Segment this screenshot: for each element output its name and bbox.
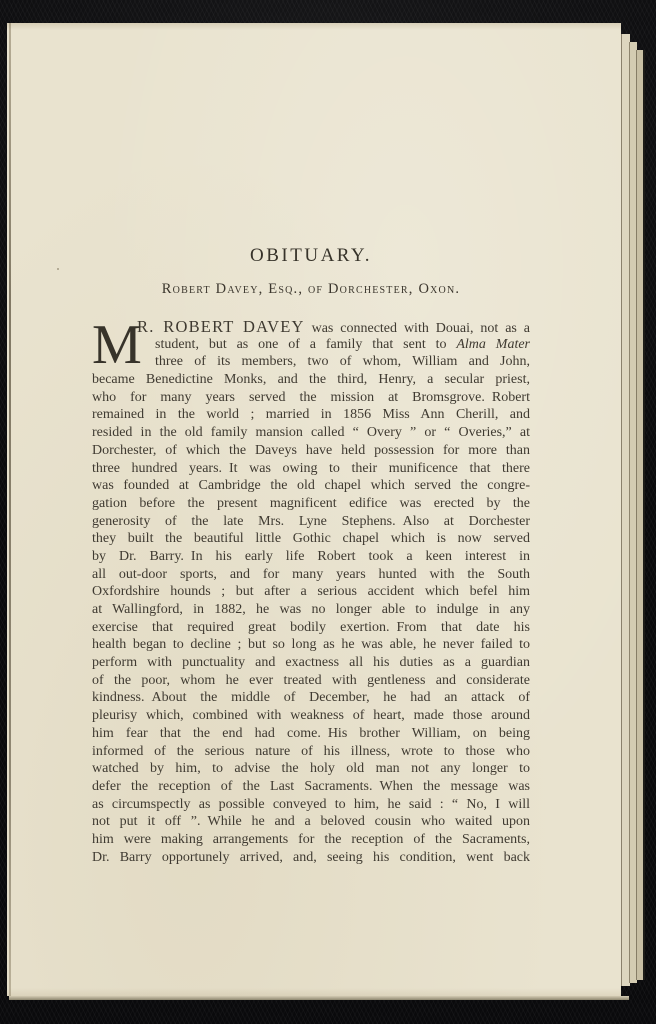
body-line (92, 689, 530, 707)
fore-edge-page-3 (636, 50, 645, 980)
body-line (92, 760, 530, 778)
body-line (92, 495, 530, 513)
body-line-segment: perform with punctuality and exactness all his duties as a guardian (92, 655, 530, 671)
body-line (92, 743, 530, 761)
body-line-segment: became Benedictine Monks, and the third, Henry, a secular priest, (92, 372, 530, 388)
dust-speck (57, 268, 59, 270)
drop-cap: M (92, 314, 142, 376)
body-line (92, 460, 530, 478)
body-line (92, 530, 530, 548)
body-line-segment: three hundred years. It was owing to their munificence that there (92, 460, 530, 476)
body-line-segment: him fear that the end had come. His brother William, on being (92, 725, 530, 741)
body-line (92, 813, 530, 831)
body-line (92, 707, 530, 725)
body-line-segment: was connected with Douai, not as a (304, 321, 530, 336)
body-line-segment: resided in the old family mansion called “ Overy ” or “ Overies,” at (92, 425, 530, 441)
body-line-segment: him were making arrangements for the reception of the Sacraments, (92, 831, 530, 847)
book-page (7, 23, 621, 996)
body-line (92, 548, 530, 566)
bottom-page-edge (9, 996, 629, 1000)
body-line (92, 513, 530, 531)
body-line-segment: defer the reception of the Last Sacraments. When the message was (92, 778, 530, 794)
body-line-segment: Oxfordshire hounds ; but after a serious accident which befel him (92, 584, 530, 600)
body-line (92, 389, 530, 407)
body-line (92, 424, 530, 442)
body-line (92, 601, 530, 619)
body-line-segment: as circumspectly as possible conveyed to him, he said : “ No, I will (92, 796, 530, 812)
body-line-segment: by Dr. Barry. In his early life Robert took a keen interest in (92, 548, 530, 564)
body-line-segment: of the poor, whom he ever treated with gentleness and considerate (92, 672, 530, 688)
body-line-segment: three of its members, two of whom, William and John, (155, 354, 530, 370)
body-line (92, 849, 530, 867)
body-line-segment: they built the beautiful little Gothic chapel which is now served (92, 531, 530, 547)
body-line (92, 371, 530, 389)
body-line (92, 672, 530, 690)
page-title: OBITUARY. (250, 245, 372, 266)
body-line (92, 636, 530, 654)
body-line-segment: student, but as one of a family that sent to (155, 336, 457, 352)
body-text (92, 314, 530, 866)
body-line-segment: exercise that required great bodily exertion. From that date his (92, 619, 530, 635)
body-line-segment: pleurisy which, combined with weakness of heart, made those around (92, 708, 530, 724)
page-gutter-shadow (9, 23, 11, 996)
body-line (92, 619, 530, 637)
body-line (92, 353, 530, 371)
body-line-segment: health began to decline ; but so long as he was able, he never failed to (92, 637, 530, 653)
body-line (92, 336, 530, 354)
body-line (92, 566, 530, 584)
body-line-segment: generosity of the late Mrs. Lyne Stephens. Also at Dorchester (92, 513, 530, 529)
body-line-segment: who for many years served the mission at Bromsgrove. Robert (92, 389, 530, 405)
body-line (92, 654, 530, 672)
page-subtitle: Robert Davey, Esq., of Dorchester, Oxon. (161, 281, 461, 297)
body-line (92, 442, 530, 460)
body-line-segment: at Wallingford, in 1882, he was no longer able to indulge in any (92, 602, 530, 617)
body-line-segment: Dr. Barry opportunely arrived, and, seeing his condition, went back (92, 849, 530, 865)
body-line-segment: informed of the serious nature of his illness, wrote to those who (92, 743, 530, 759)
body-line (92, 583, 530, 601)
obituary-paragraph (92, 314, 530, 866)
body-line-segment: R. ROBERT DAVEY (137, 318, 305, 336)
page-content (92, 246, 530, 866)
body-line (92, 778, 530, 796)
body-line (92, 477, 530, 495)
body-line-segment: was founded at Cambridge the old chapel which served the congre- (92, 478, 530, 494)
body-line-segment: remained in the world ; married in 1856 Miss Ann Cherill, and (92, 407, 530, 423)
body-line-segment: Dorchester, of which the Daveys have held possession for more than (92, 442, 530, 458)
body-line (92, 831, 530, 849)
body-line (92, 318, 530, 336)
body-line (92, 406, 530, 424)
body-line-segment: gation before the present magnificent edifice was erected by the (92, 495, 530, 511)
body-line (92, 796, 530, 814)
body-line-segment: Alma Mater (456, 336, 530, 352)
body-line (92, 725, 530, 743)
body-line-segment: kindness. About the middle of December, he had an attack of (92, 690, 530, 706)
body-line-segment: all out-door sports, and for many years hunted with the South (92, 566, 530, 582)
body-line-segment: not put it off ”. While he and a beloved cousin who waited upon (92, 814, 530, 830)
body-line-segment: watched by him, to advise the holy old man not any longer to (92, 761, 530, 777)
